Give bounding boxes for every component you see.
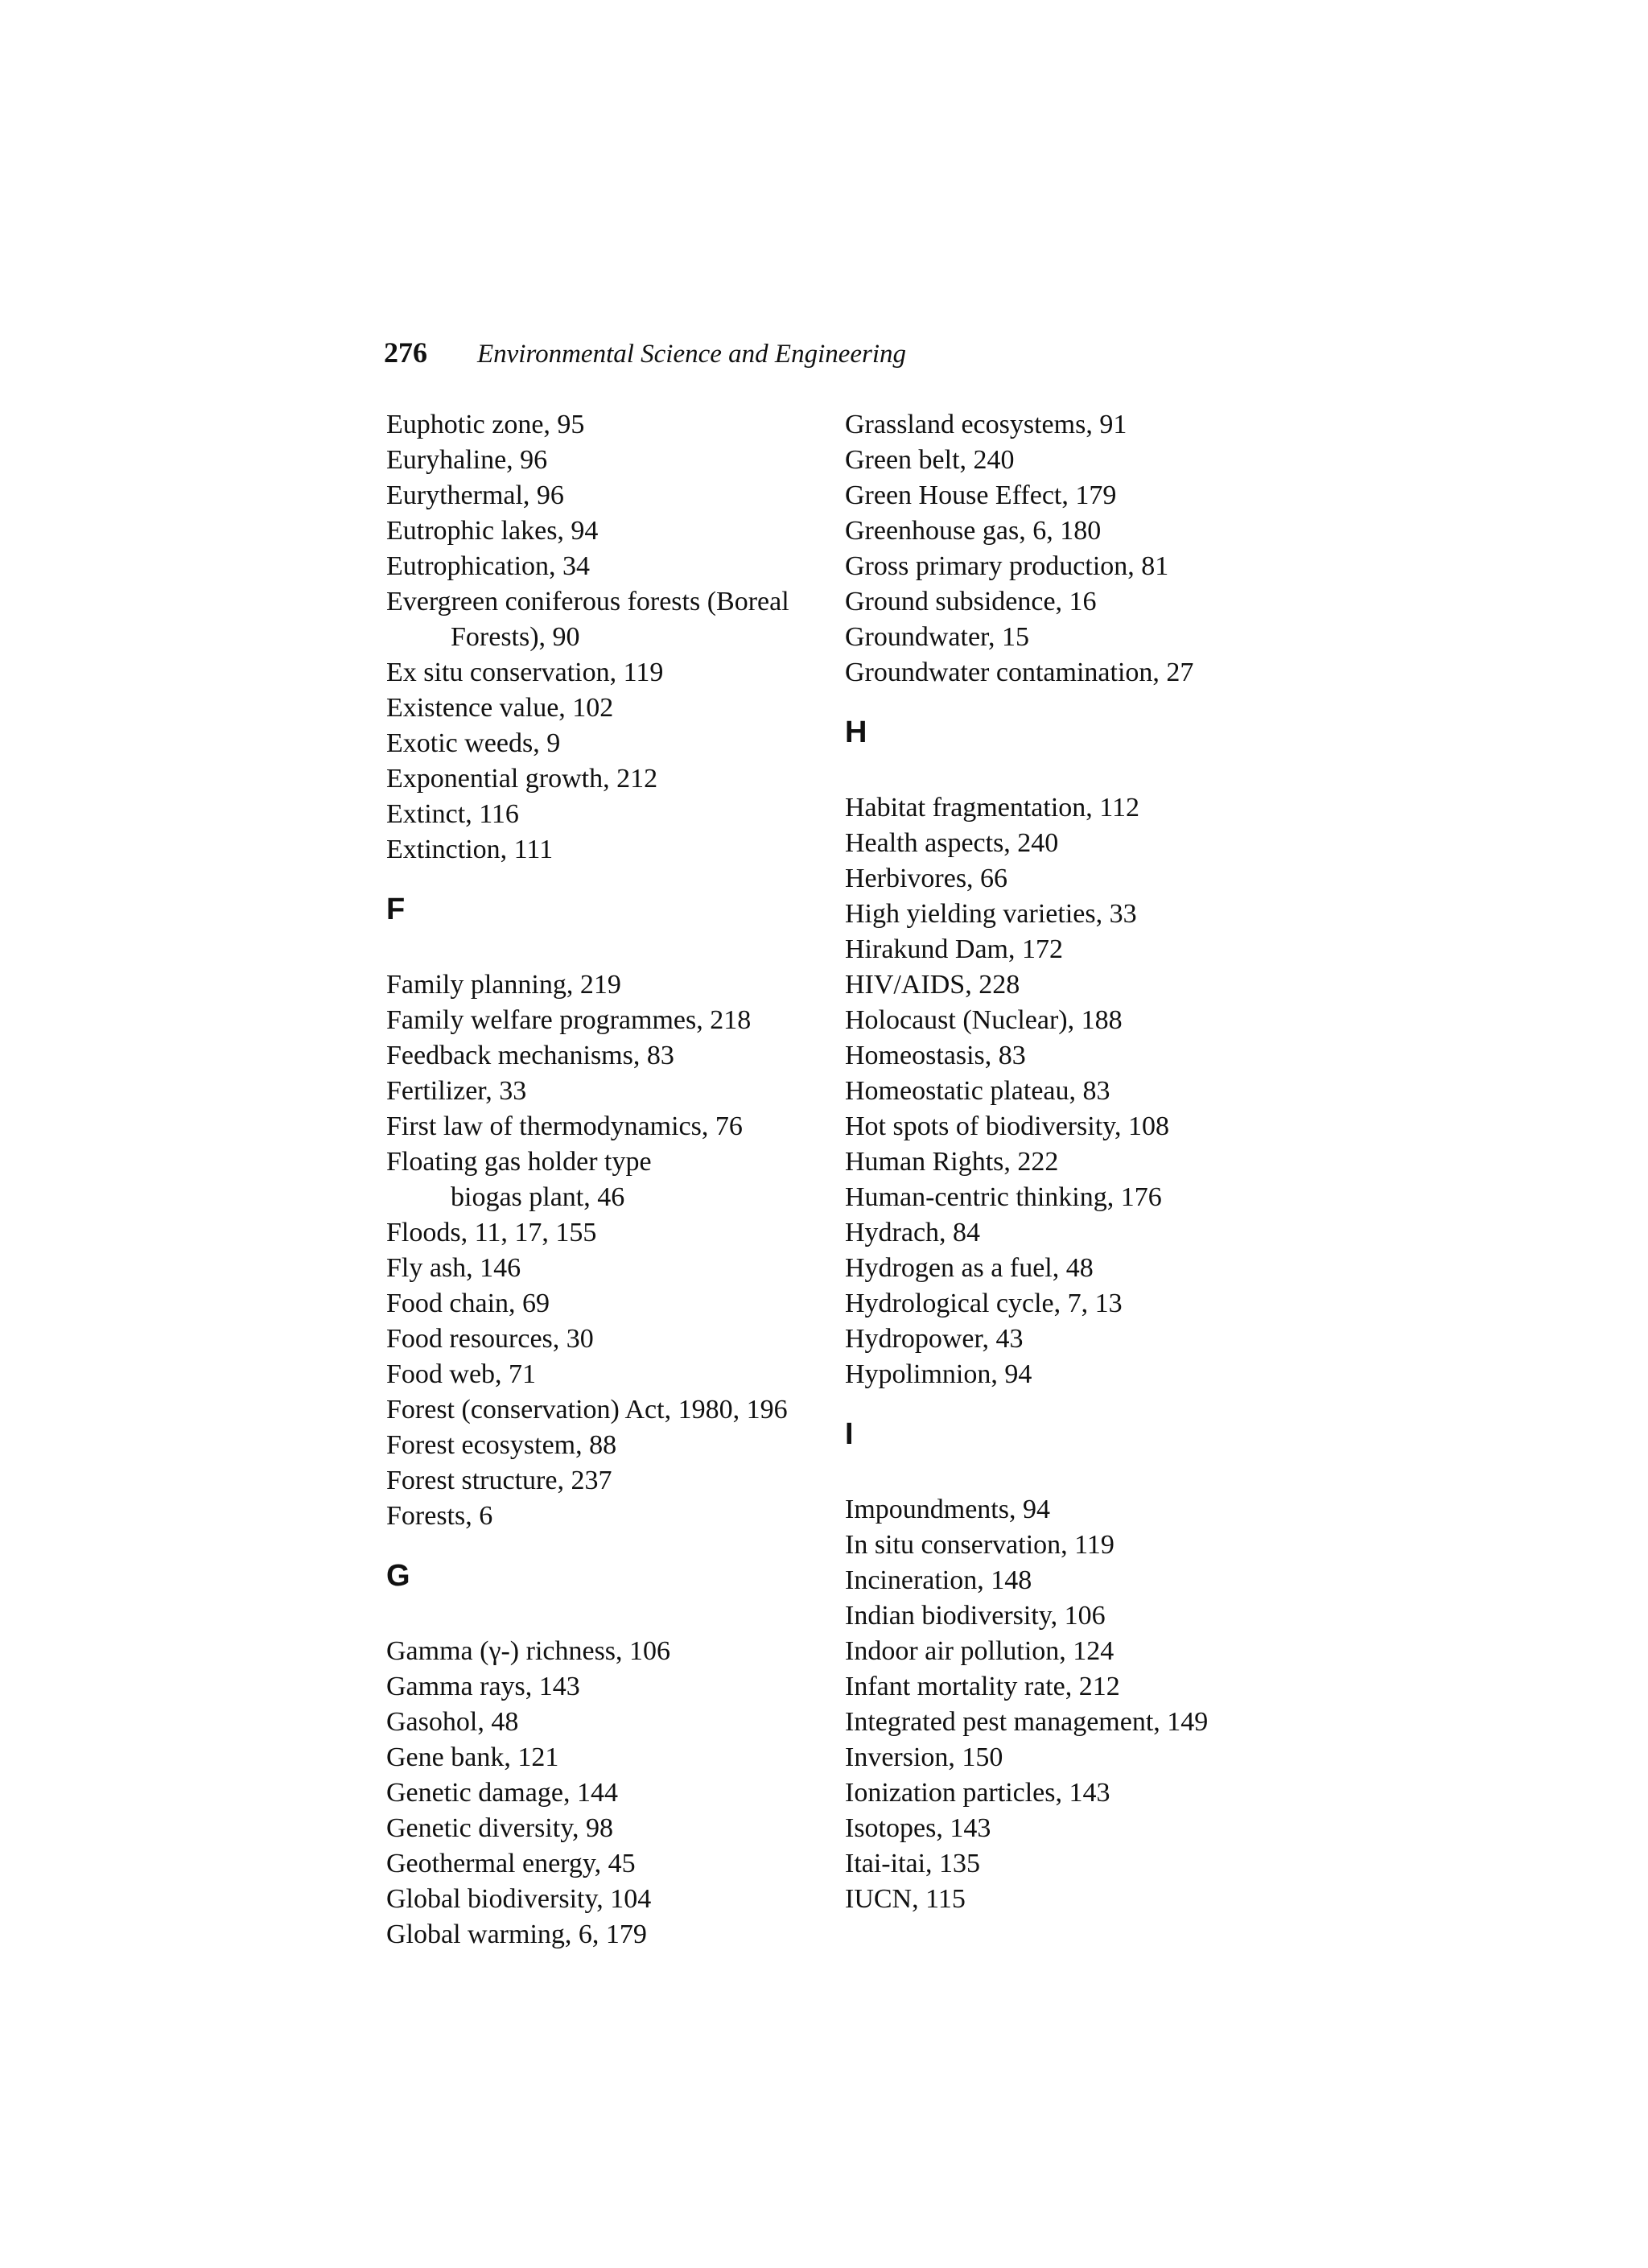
book-title: Environmental Science and Engineering	[477, 340, 907, 369]
running-head	[384, 338, 1430, 368]
index-entry: Floating gas holder type	[386, 1147, 652, 1177]
index-section-letter: H	[845, 715, 867, 749]
index-entry: Hot spots of biodiversity, 108	[845, 1111, 1169, 1141]
index-entry: Itai-itai, 135	[845, 1849, 981, 1878]
index-entry: Forest structure, 237	[386, 1466, 612, 1495]
index-entry: Forest ecosystem, 88	[386, 1430, 617, 1460]
index-entry: Groundwater contamination, 27	[845, 658, 1194, 687]
index-entry: High yielding varieties, 33	[845, 899, 1137, 929]
index-entry: Integrated pest management, 149	[845, 1707, 1209, 1737]
index-entry: Habitat fragmentation, 112	[845, 793, 1140, 823]
index-entry: Exotic weeds, 9	[386, 728, 561, 758]
index-entry: Eutrophic lakes, 94	[386, 516, 599, 546]
index-entry: In situ conservation, 119	[845, 1530, 1114, 1560]
index-entry: Infant mortality rate, 212	[845, 1672, 1120, 1701]
index-entry-continuation: biogas plant, 46	[451, 1182, 625, 1212]
index-entry: Exponential growth, 212	[386, 764, 658, 794]
index-entry: Health aspects, 240	[845, 828, 1059, 858]
index-entry: Gamma rays, 143	[386, 1672, 580, 1701]
index-entry: Grassland ecosystems, 91	[845, 410, 1127, 439]
index-entry: Eurythermal, 96	[386, 480, 564, 510]
index-section-letter: F	[386, 893, 406, 926]
index-entry: Fly ash, 146	[386, 1253, 521, 1283]
page-number: 276	[384, 336, 427, 369]
index-entry: Human Rights, 222	[845, 1147, 1059, 1177]
index-entry: Hydrach, 84	[845, 1218, 981, 1247]
index-entry: Hirakund Dam, 172	[845, 934, 1064, 964]
index-entry: Genetic diversity, 98	[386, 1813, 613, 1843]
index-entry: Genetic damage, 144	[386, 1778, 618, 1808]
index-entry: Existence value, 102	[386, 693, 614, 723]
index-entry: Ionization particles, 143	[845, 1778, 1110, 1808]
index-entry: Forest (conservation) Act, 1980, 196	[386, 1395, 788, 1425]
index-entry: Gene bank, 121	[386, 1742, 559, 1772]
index-entry: Evergreen coniferous forests (Boreal	[386, 587, 789, 616]
index-entry: Gamma (γ-) richness, 106	[386, 1636, 671, 1666]
index-section-letter: I	[845, 1417, 854, 1451]
index-section-letter: G	[386, 1559, 410, 1593]
index-entry: Family welfare programmes, 218	[386, 1005, 752, 1035]
index-entry: Isotopes, 143	[845, 1813, 991, 1843]
index-entry: Human-centric thinking, 176	[845, 1182, 1162, 1212]
index-entry: Ground subsidence, 16	[845, 587, 1097, 616]
index-entry: Holocaust (Nuclear), 188	[845, 1005, 1123, 1035]
index-entry: IUCN, 115	[845, 1884, 966, 1914]
index-entry-continuation: Forests), 90	[451, 622, 580, 652]
index-entry: Feedback mechanisms, 83	[386, 1041, 674, 1070]
index-entry: Global warming, 6, 179	[386, 1920, 647, 1949]
index-entry: Homeostasis, 83	[845, 1041, 1026, 1070]
index-entry: Green belt, 240	[845, 445, 1015, 475]
index-entry: Food chain, 69	[386, 1289, 550, 1318]
index-entry: Euryhaline, 96	[386, 445, 548, 475]
index-entry: Hydrological cycle, 7, 13	[845, 1289, 1123, 1318]
index-entry: Hydropower, 43	[845, 1324, 1024, 1354]
index-entry: Forests, 6	[386, 1501, 493, 1531]
index-entry: Indian biodiversity, 106	[845, 1601, 1106, 1631]
index-entry: First law of thermodynamics, 76	[386, 1111, 743, 1141]
index-entry: Geothermal energy, 45	[386, 1849, 636, 1878]
index-entry: Family planning, 219	[386, 970, 621, 1000]
index-entry: Hypolimnion, 94	[845, 1359, 1032, 1389]
index-entry: Greenhouse gas, 6, 180	[845, 516, 1102, 546]
index-entry: Floods, 11, 17, 155	[386, 1218, 597, 1247]
index-entry: Eutrophication, 34	[386, 551, 591, 581]
index-column-right	[845, 407, 1328, 1917]
index-entry: Incineration, 148	[845, 1565, 1032, 1595]
index-entry: HIV/AIDS, 228	[845, 970, 1020, 1000]
index-entry: Global biodiversity, 104	[386, 1884, 652, 1914]
index-entry: Inversion, 150	[845, 1742, 1003, 1772]
index-entry: Hydrogen as a fuel, 48	[845, 1253, 1094, 1283]
index-entry: Extinct, 116	[386, 799, 519, 829]
index-column-left	[386, 407, 853, 1953]
index-entry: Gross primary production, 81	[845, 551, 1169, 581]
index-entry: Food web, 71	[386, 1359, 537, 1389]
index-entry: Extinction, 111	[386, 835, 554, 864]
index-entry: Euphotic zone, 95	[386, 410, 585, 439]
index-entry: Homeostatic plateau, 83	[845, 1076, 1110, 1106]
index-entry: Ex situ conservation, 119	[386, 658, 664, 687]
index-entry: Green House Effect, 179	[845, 480, 1117, 510]
index-entry: Gasohol, 48	[386, 1707, 519, 1737]
index-entry: Groundwater, 15	[845, 622, 1030, 652]
index-entry: Impoundments, 94	[845, 1495, 1050, 1524]
index-entry: Indoor air pollution, 124	[845, 1636, 1114, 1666]
index-entry: Fertilizer, 33	[386, 1076, 527, 1106]
index-entry: Food resources, 30	[386, 1324, 594, 1354]
index-entry: Herbivores, 66	[845, 864, 1008, 893]
